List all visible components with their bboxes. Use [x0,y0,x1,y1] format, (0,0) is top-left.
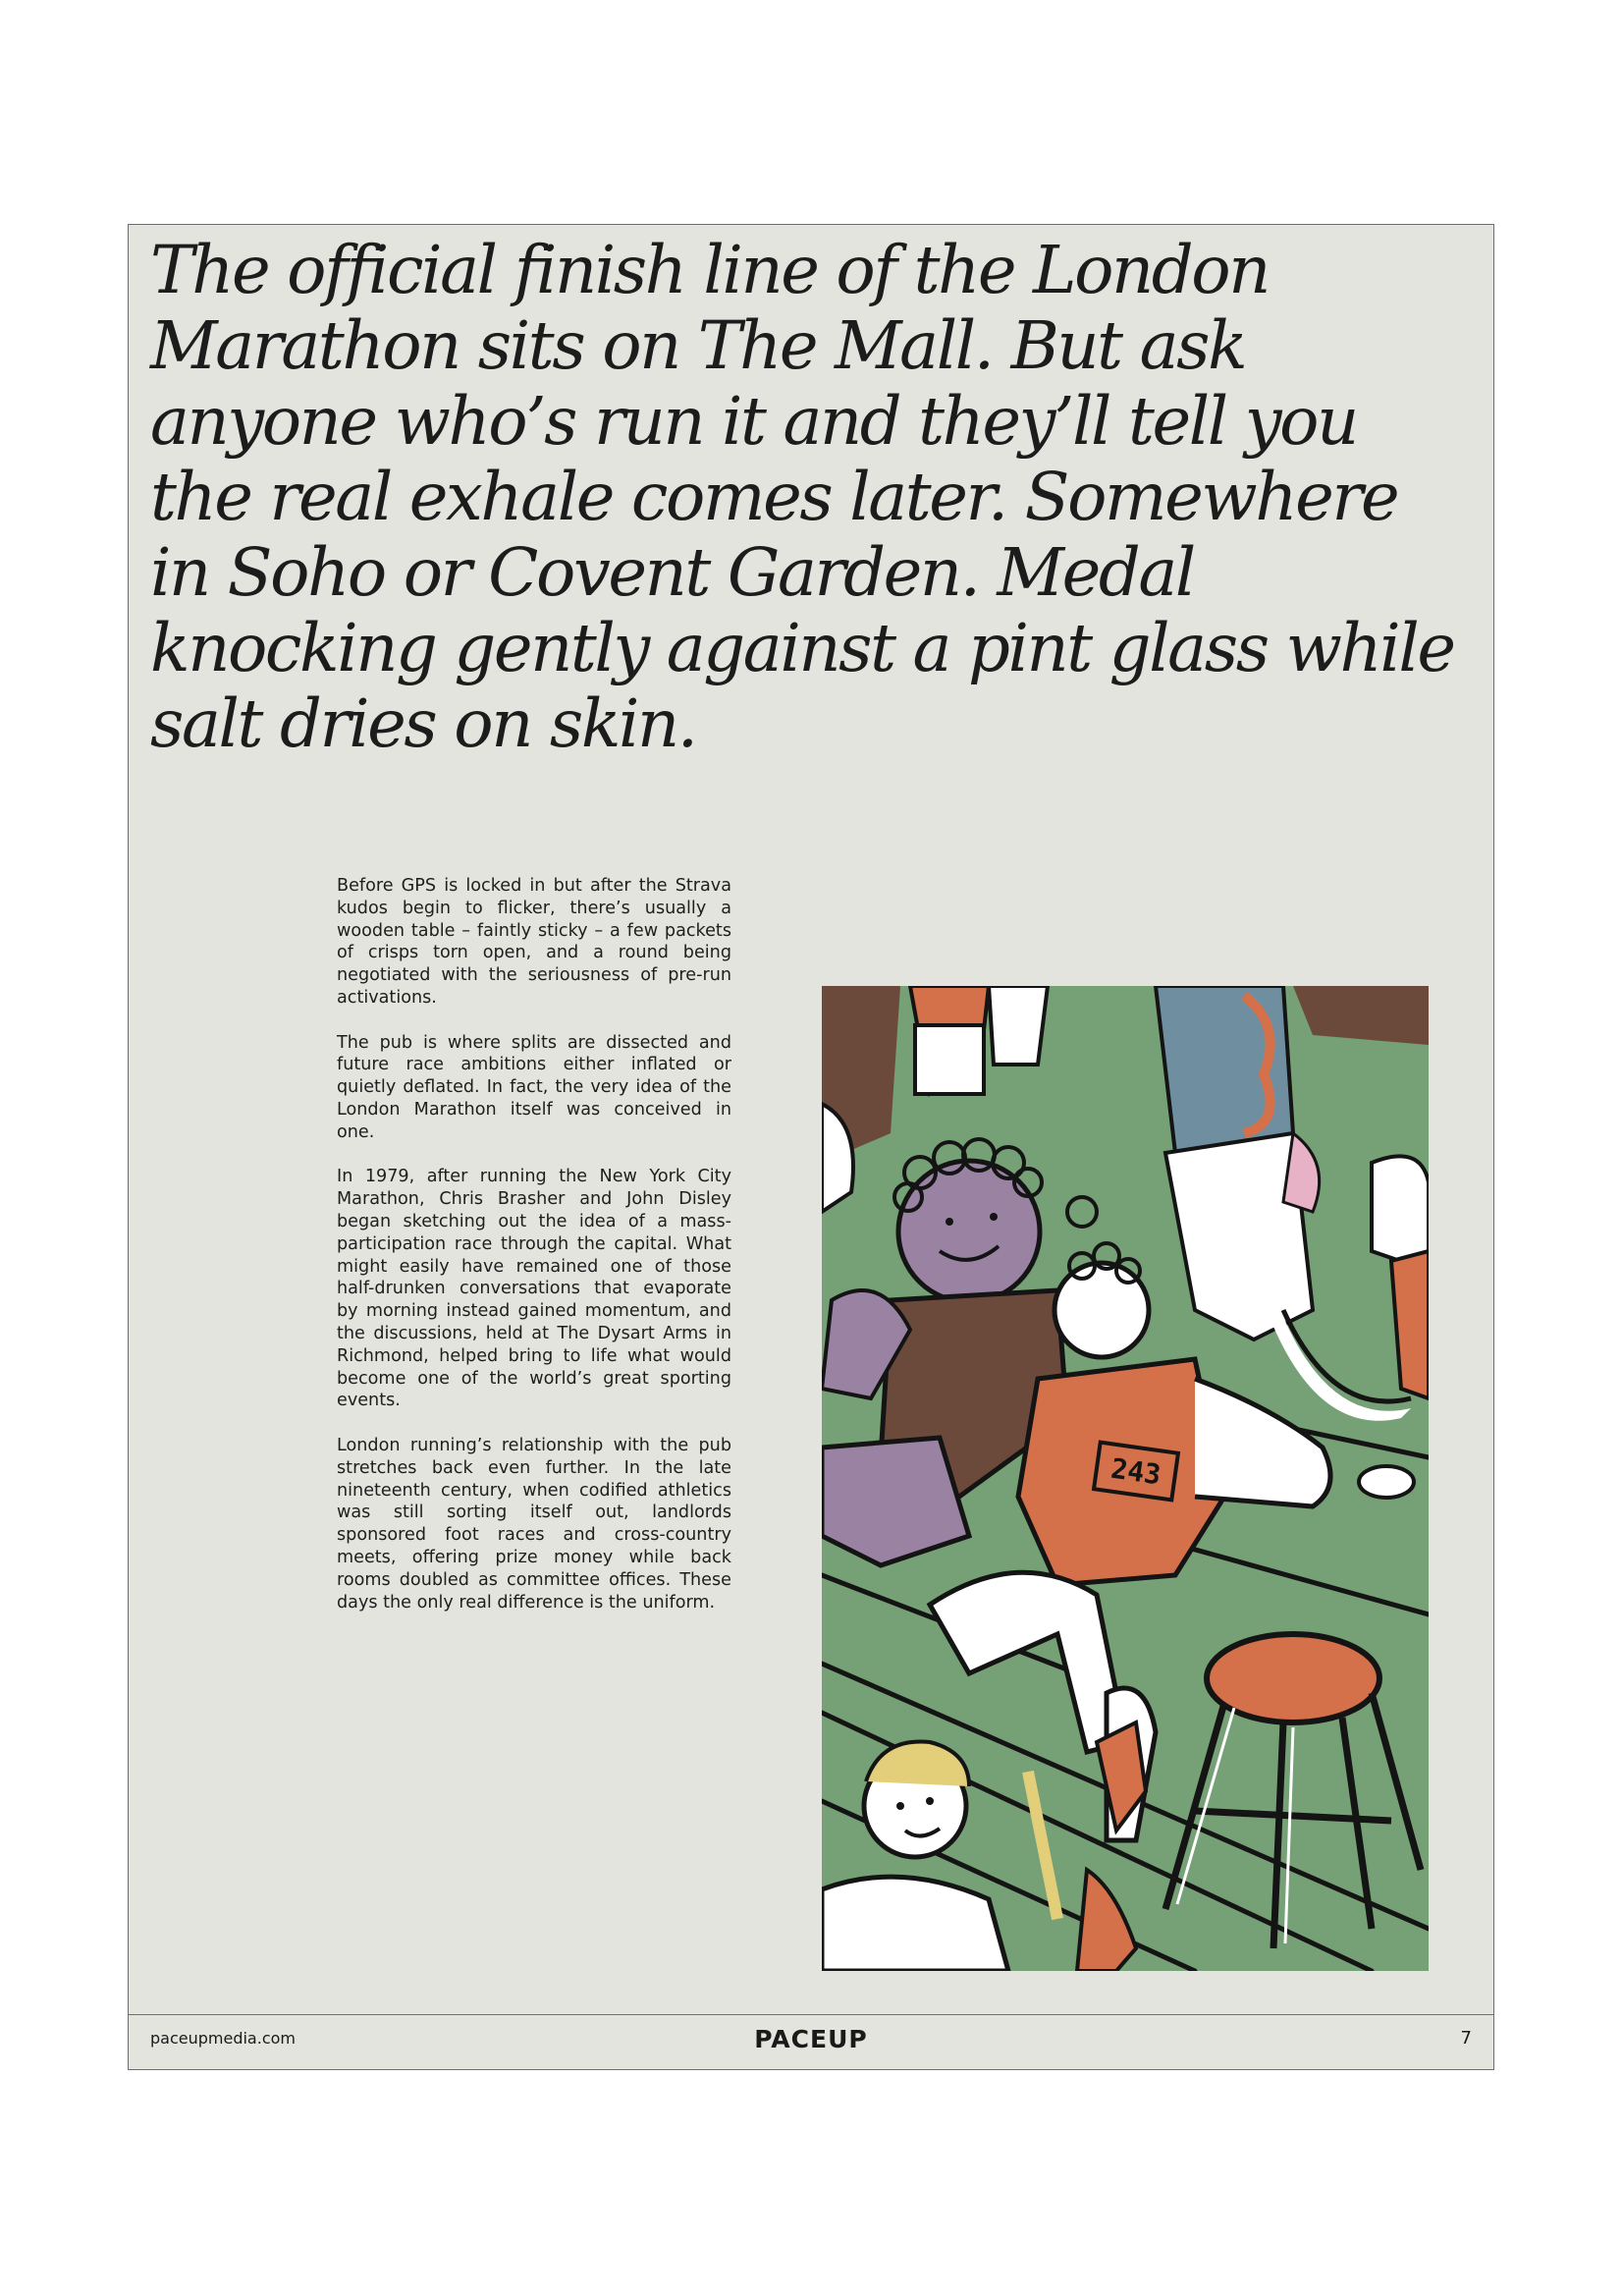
page-footer [129,2014,1493,2069]
bib-number: 243 [1108,1451,1163,1492]
article-body [337,875,731,1636]
body-paragraph: The pub is where splits are dissected and future race ambitions either inflated or quietly deflated. In fact, the very idea of the London Marathon itself was conceived in one. [337,1032,731,1142]
footer-url[interactable]: paceupmedia.com [150,2029,296,2048]
paceup-logo: PACEUP [754,2025,868,2053]
page-number: 7 [1460,2028,1472,2049]
page-frame [128,224,1494,2070]
body-paragraph: In 1979, after running the New York City Marathon, Chris Brasher and John Disley began sketching out the idea of a mass-participation race through the capital. What might easily have remained one of those half-drunken conversations that evaporate by morning instead gained momentum, and the discussions, held at The Dysart Arms in Richmond, helped bring to life what would become one of the world’s great sporting events. [337,1167,731,1411]
illustration-drawing [822,986,1429,1971]
pub-runners-illustration [822,986,1429,1971]
headline: The official finish line of the London Marathon sits on The Mall. But ask anyone who’s run it and they’ll tell you the real exhale comes later. Somewhere in Soho or Covent Garden. Medal knocking gently against a pint glass while salt dries on skin. [150,232,1454,762]
body-paragraph: Before GPS is locked in but after the Strava kudos begin to flicker, there’s usually a wooden table – faintly sticky – a few packets of crisps torn open, and a round being negotiated with the seriousness of pre-run activations. [337,876,731,1008]
body-paragraph: London running’s relationship with the pub stretches back even further. In the late nineteenth century, when codified athletics was still sorting itself out, landlords sponsored foot races and cross-country meets, offering prize money while back rooms doubled as committee offices. These days the only real difference is the uniform. [337,1435,731,1613]
